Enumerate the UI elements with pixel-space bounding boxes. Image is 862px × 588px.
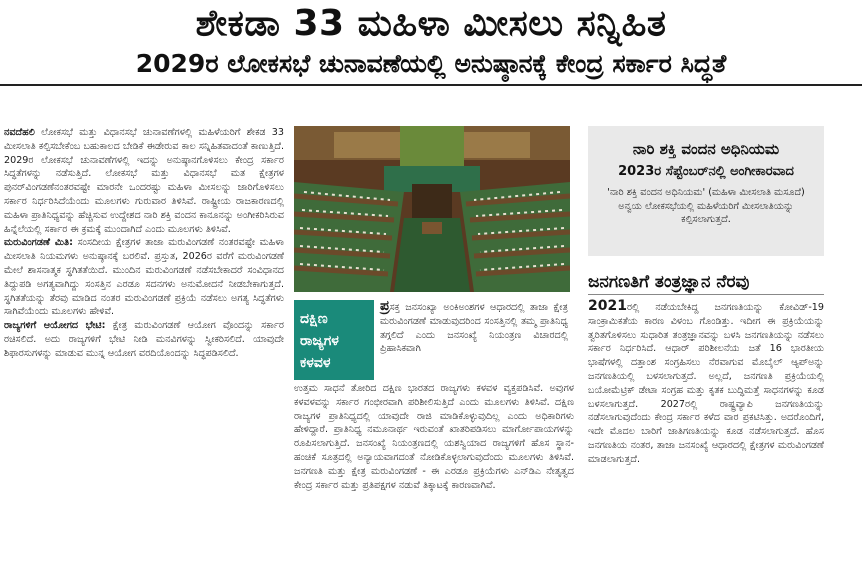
paragraph-3 [4, 319, 284, 360]
middle-column-bottom [294, 382, 574, 492]
mid-paragraph-1 [380, 300, 568, 356]
tag-line-2: ರಾಜ್ಯಗಳ [300, 333, 339, 349]
paragraph-3-text: ಕ್ಷೇತ್ರ ಮರುವಿಂಗಡಣೆ ಆಯೋಗ ವೊಂದನ್ನು ಸರ್ಕಾರ ರಚಿಸಲಿದೆ. ಅದು ರಾಜ್ಯಗಳಿಗೆ ಭೇಟಿ ನೀಡಿ ಮನವಿಗಳನ್ನು ಸ್ವೀಕರಿಸಲಿದೆ. ಯಾವುದೇ ಶಿಫಾರಸುಗಳನ್ನು ಮಾಡುವ ಮುನ್ನ ಆಯೋಗ ವರದಿಯೊಂದನ್ನು ಸಿದ್ಧಪಡಿಸಲಿದೆ. [4, 320, 284, 359]
mid-paragraph-1-text: ಸಕ್ತ ಜನಸಂಖ್ಯಾ ಅಂಕಿಅಂಶಗಳ ಆಧಾರದಲ್ಲಿ ತಾಜಾ ಕ್ಷೇತ್ರ ಮರುವಿಂಗಡಣೆ ಮಾಡುವುದರಿಂದ ಸಂಸತ್ತಿನಲ್ಲಿ ತಮ್ಮ ಪ್ರಾತಿನಿಧ್ಯ ತಗ್ಗಲಿದೆ ಎಂದು ಜನಸಂಖ್ಯೆ ನಿಯಂತ್ರಣ ವಿಚಾರದಲ್ಲಿ ಪ್ರಿಹಾಸಿಕವಾಗಿ [380, 302, 568, 355]
right-paragraph [588, 300, 824, 467]
dropcap: ಪ್ರ [380, 298, 390, 314]
section-tag [294, 300, 374, 380]
tag-line-3: ಕಳವಳ [300, 355, 331, 371]
header-rule [0, 84, 862, 86]
paragraph-2 [4, 236, 284, 319]
section-2-rule [588, 294, 824, 295]
inset-title: ನಾರಿ ಶಕ್ತಿ ವಂದನ ಅಧಿನಿಯಮ [632, 140, 780, 158]
inset-box [588, 126, 824, 256]
paragraph-1-text: ಲೋಕಸಭೆ ಮತ್ತು ವಿಧಾನಸಭೆ ಚುನಾವಣೆಗಳಲ್ಲಿ ಮಹಿಳೆಯರಿಗೆ ಶೇಕಡ 33 ಮೀಸಲಾತಿ ಕಲ್ಪಿಸಬೇಕೆಂಬ ಬಹುಕಾಲದ ಬೇಡಿಕೆ ಈಡೇರುವ ಕಾಲ ಸನ್ನಿಹಿತವಾದಂತೆ ಕಾಣುತ್ತಿದೆ. 2029ರ ಲೋಕಸಭೆ ಚುನಾವಣೆಗಳಲ್ಲಿ ಇದನ್ನು ಅನುಷ್ಠಾನಗೊಳಿಸಲು ಕೇಂದ್ರ ಸರ್ಕಾರ ಸಿದ್ಧತೆಗಳನ್ನು ನಡೆಸುತ್ತಿದೆ. ಲೋಕಸಭೆ ಮತ್ತು ವಿಧಾನಸಭೆ ಮತ ಕ್ಷೇತ್ರಗಳ ಪುನರ್‌ವಿಂಗಡಣೆನಂತರವಷ್ಟೇ ಮಾರನೇ ಒಂದರಷ್ಟು ಮಹಿಳಾ ಮೀಸಲನ್ನು ಜಾರಿಗೊಳಿಸಲು ಸರ್ಕಾರ ನಿರ್ಧರಿಸಿದೆಯೆಂದು ಮೂಲಗಳು ಗುರುವಾರ ತಿಳಿಸಿವೆ. ರಾಷ್ಟ್ರೀಯ ರಾಜಕಾರಣದಲ್ಲಿ ಮಹಿಳಾ ಪ್ರಾತಿನಿಧ್ಯವನ್ನು ಹೆಚ್ಚಿಸುವ ಉದ್ದೇಶದ ನಾರಿ ಶಕ್ತಿ ವಂದನ ಕಾನೂನನ್ನು ಅಂಗೀಕರಿಸಿರುವ ಹಿನ್ನೆಲೆಯಲ್ಲಿ ಸರ್ಕಾರ ಈ ಕ್ರಮಕ್ಕೆ ಮುಂದಾಗಿದೆ ಎಂದು ಮೂಲಗಳು ತಿಳಿಸಿವೆ. [4, 127, 284, 235]
sub-headline: 2029ರ ಲೋಕಸಭೆ ಚುನಾವಣೆಯಲ್ಲಿ ಅನುಷ್ಠಾನಕ್ಕೆ ಕೇಂದ್ರ ಸರ್ಕಾರ ಸಿದ್ಧತೆ [135, 49, 727, 78]
headline [0, 0, 862, 80]
left-column [4, 126, 284, 361]
parliament-photo [294, 126, 570, 292]
main-headline: ಶೇಕಡಾ 33 ಮಹಿಳಾ ಮೀಸಲು ಸನ್ನಿಹಿತ [195, 3, 667, 44]
right-column [588, 300, 824, 467]
tag-line-1: ದಕ್ಷಿಣ [300, 311, 328, 327]
right-paragraph-text: ರಲ್ಲಿ ನಡೆಯಬೇಕಿದ್ದ ಜನಗಣತಿಯನ್ನು ಕೋವಿಡ್-19 ಸಾಂಕ್ರಾಮಿಕತೆಯ ಕಾರಣ ವಿಳಂಬ ಗೊಂಡಿತ್ತು. ಇದೀಗ ಈ ಪ್ರಕ್ರಿಯೆಯನ್ನು ತ್ವರಿತಗೊಳಿಸಲು ಸುಧಾರಿತ ತಂತ್ರಜ್ಞಾನವನ್ನು ಬಳಸಿ ಜನಗಣತಿಯನ್ನು ನಡೆಸಲು ಸರ್ಕಾರ ನಿರ್ಧರಿಸಿದೆ. ಆಧಾರ್ ಪರಿಶೀಲನೆಯ ಜತೆ 16 ಭಾರತೀಯ ಭಾಷೆಗಳಲ್ಲಿ ದತ್ತಾಂಶ ಸಂಗ್ರಹಿಸಲು ನೆರವಾಗುವ ಮೊಬೈಲ್ ಆ್ಯಪ್‌ಅನ್ನು ಜನಗಣತಿಯಲ್ಲಿ ಬಳಸಲಾಗುತ್ತದೆ. ಅಲ್ಲದೆ, ಜನಗಣತಿ ಪ್ರಕ್ರಿಯೆಯಲ್ಲಿ ಬಯೋಮೆಟ್ರಿಕ್ ಡೇಟಾ ಸಂಗ್ರಹ ಮತ್ತು ಕೃತಕ ಬುದ್ಧಿಮತ್ತೆ ಸಾಧನಗಳನ್ನು ಕೂಡ ಬಳಸಲಾಗುತ್ತದೆ. 2027ರಲ್ಲಿ ರಾಷ್ಟ್ರವ್ಯಾಪಿ ಜನಗಣತಿಯನ್ನು ನಡೆಸಲಾಗುವುದೆಂದು ಕೇಂದ್ರ ಸರ್ಕಾರ ಕಳೆದ ವಾರ ಪ್ರಕಟಿಸಿತ್ತು. ಅದರೊಂದಿಗೆ, ಇದೇ ಮೊದಲ ಬಾರಿಗೆ ಜಾತಿಗಣತಿಯನ್ನು ಕೂಡ ನಡೆಸಲಾಗುತ್ತದೆ. ಹೊಸ ಜನಗಣತಿಯ ನಂತರ, ತಾಜಾ ಜನಸಂಖ್ಯೆ ಆಧಾರದಲ್ಲಿ ಕ್ಷೇತ್ರಗಳ ಮರುವಿಂಗಡಣೆ ಮಾಡಲಾಗುತ್ತದೆ. [588, 302, 824, 465]
paragraph-2-text: ಸಂಸದೀಯ ಕ್ಷೇತ್ರಗಳ ತಾಜಾ ಮರುವಿಂಗಡಣೆ ನಂತರವಷ್ಟೇ ಮಹಿಳಾ ಮೀಸಲಾತಿ ನಿಯಮಗಳು ಅನುಷ್ಠಾನಕ್ಕೆ ಬರಲಿವೆ. ಪ್ರಸ್ತುತ, 2026ರ ವರೆಗೆ ಮರುವಿಂಗಡಣೆ ಮೇಲೆ ಶಾಸನಾತ್ಮಕ ಸ್ಥಗಿತತೆಯಿದೆ. ಮುಂದಿನ ಮರುವಿಂಗಡಣೆ ನಡೆಸಬೇಕಾದರೆ ಸಂವಿಧಾನದ ತಿದ್ದುಪಡಿ ಅಗತ್ಯವಾಗಿದ್ದು ಸಂಸತ್ತಿನ ಎರಡೂ ಸದನಗಳು ಅನುಮೋದನೆ ನೀಡಬೇಕಾಗುತ್ತದೆ. ಸ್ಥಗಿತತೆಯನ್ನು ತೆರವು ಮಾಡಿದ ನಂತರ ಮರುವಿಂಗಡಣೆ ಪ್ರಕ್ರಿಯೆ ನಡೆಸಲು ಅಗತ್ಯ ಸಿದ್ಧತೆಗಳು ಸಾಗಿವೆಯೆಂದು ಮೂಲಗಳು ಹೇಳಿವೆ. [4, 237, 284, 318]
dateline: ನವದೆಹಲಿ [4, 127, 35, 138]
inset-body: 'ನಾರಿ ಶಕ್ತಿ ವಂದನ ಅಧಿನಿಯಮ' (ಮಹಿಳಾ ಮೀಸಲಾತಿ ಮಸೂದೆ) ಅನ್ವಯ ಲೋಕಸಭೆಯಲ್ಲಿ ಮಹಿಳೆಯರಿಗೆ ಮೀಸಲಾತಿಯನ್ನು ಕಲ್ಪಿಸಲಾಗುತ್ತದೆ. [607, 187, 805, 226]
paragraph-1 [4, 126, 284, 236]
year-lead: 2021 [588, 298, 627, 314]
mid-paragraph-2: ಉತ್ತಮ ಸಾಧನೆ ತೋರಿದ ದಕ್ಷಿಣ ಭಾರತದ ರಾಜ್ಯಗಳು ಕಳವಳ ವ್ಯಕ್ತಪಡಿಸಿವೆ. ಅವುಗಳ ಕಳವಳವನ್ನು ಸರ್ಕಾರ ಗಂಭೀರವಾಗಿ ಪರಿಶೀಲಿಸುತ್ತಿದೆ ಎಂದು ಮೂಲಗಳು ತಿಳಿಸಿವೆ. ದಕ್ಷಿಣ ರಾಜ್ಯಗಳ ಪ್ರಾತಿನಿಧ್ಯದಲ್ಲಿ ಯಾವುದೇ ರಾಜಿ ಮಾಡಿಕೊಳ್ಳುವುದಿಲ್ಲ ಎಂದು ಅಧಿಕಾರಿಗಳು ಹೇಳಿದ್ದಾರೆ. ಪ್ರಾತಿನಿಧ್ಯ ನಮೂನಾರ್ಥ ಇರುವಂತೆ ಖಾತರಿಪಡಿಸಲು ಮಾರ್ಗೋಪಾಯಗಳನ್ನು ರೂಪಿಸಲಾಗುತ್ತಿದೆ. ಜನಸಂಖ್ಯೆ ನಿಯಂತ್ರಣದಲ್ಲಿ ಯಶಸ್ವಿಯಾದ ರಾಜ್ಯಗಳಿಗೆ ಹೊಸ ಸ್ಥಾನ-ಹಂಚಿಕೆ ಸೂತ್ರದಲ್ಲಿ ಅನ್ಯಾಯವಾಗದಂತೆ ನೋಡಿಕೊಳ್ಳಲಾಗುವುದೆಂದು ಮೂಲಗಳು ತಿಳಿಸಿವೆ. ಜನಗಣತಿ ಮತ್ತು ಕ್ಷೇತ್ರ ಮರುವಿಂಗಡಣೆ - ಈ ಎರಡೂ ಪ್ರಕ್ರಿಯೆಗಳು ಎನ್‌ಡಿಎ ನೇತೃತ್ವದ ಕೇಂದ್ರ ಸರ್ಕಾರ ಮತ್ತು ಪ್ರತಿಪಕ್ಷಗಳ ನಡುವೆ ತಿಕ್ಕಾಟಕ್ಕೆ ಕಾರಣವಾಗಿವೆ. [294, 383, 574, 491]
parliament-photo-image [294, 126, 570, 292]
middle-column-top [380, 300, 568, 356]
paragraph-2-lead: ಮರುವಿಂಗಡಣೆ ಮಿತಿ: [4, 237, 73, 249]
inset-year-line: 2023ರ ಸೆಪ್ಟೆಂಬರ್‌ನಲ್ಲಿ ಅಂಗೀಕಾರವಾದ [618, 164, 794, 179]
section-2-title: ಜನಗಣತಿಗೆ ತಂತ್ರಜ್ಞಾನ ನೆರವು [588, 272, 750, 292]
paragraph-3-lead: ರಾಜ್ಯಗಳಿಗೆ ಆಯೋಗದ ಭೇಟಿ: [4, 320, 106, 332]
